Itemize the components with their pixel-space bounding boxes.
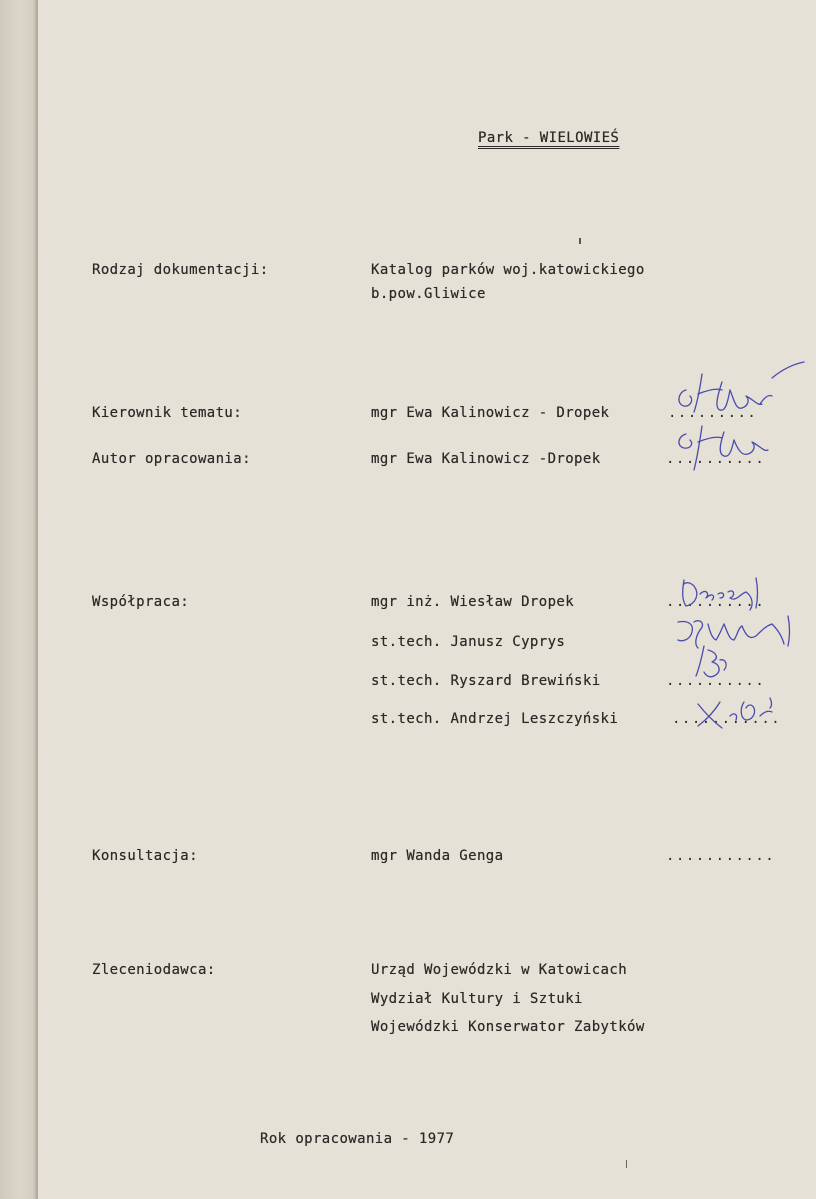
cooperation-label: Współpraca:: [92, 594, 190, 610]
cooperation-member-3-dots: ..........: [666, 673, 766, 689]
cooperation-member-4-name: st.tech. Andrzej Leszczyński: [371, 711, 619, 727]
author-signature: [664, 418, 794, 478]
cooperation-member-3-name: st.tech. Ryszard Brewiński: [371, 673, 601, 689]
documentation-type-label: Rodzaj dokumentacji:: [92, 262, 269, 278]
cooperation-member-1-dots: ..........: [666, 594, 766, 610]
document-title: Park - WIELOWIEŚ: [478, 130, 620, 146]
commissioner-line2: Wydział Kultury i Sztuki: [371, 991, 583, 1007]
project-lead-name: mgr Ewa Kalinowicz - Dropek: [371, 405, 610, 421]
commissioner-line1: Urząd Wojewódzki w Katowicach: [371, 962, 628, 978]
consultation-dots: ...........: [666, 848, 776, 864]
project-lead-signature: [664, 360, 814, 420]
project-lead-signature-dots: .........: [668, 405, 758, 421]
cooperation-member-4-dots: ...........: [672, 711, 782, 727]
documentation-type-value-line1: Katalog parków woj.katowickiego: [371, 262, 645, 278]
cooperation-member-4-signature: [690, 692, 790, 736]
binding-fold-line: [36, 0, 38, 1199]
paper-mark: [579, 238, 581, 244]
documentation-type-value-line2: b.pow.Gliwice: [371, 286, 486, 302]
cooperation-member-3-signature: [690, 642, 750, 682]
author-signature-dots: ..........: [666, 451, 766, 467]
commissioner-label: Zleceniodawca:: [92, 962, 216, 978]
paper-mark-bottom: [626, 1160, 627, 1168]
author-label: Autor opracowania:: [92, 451, 251, 467]
cooperation-member-2-name: st.tech. Janusz Cyprys: [371, 634, 566, 650]
cooperation-member-1-signature: [676, 574, 786, 614]
year-of-preparation: Rok opracowania - 1977: [260, 1131, 455, 1147]
cooperation-member-1-name: mgr inż. Wiesław Dropek: [371, 594, 575, 610]
consultation-name: mgr Wanda Genga: [371, 848, 504, 864]
page-binding-edge: [0, 0, 36, 1199]
project-lead-label: Kierownik tematu:: [92, 405, 243, 421]
author-name: mgr Ewa Kalinowicz -Dropek: [371, 451, 601, 467]
commissioner-line3: Wojewódzki Konserwator Zabytków: [371, 1019, 645, 1035]
consultation-label: Konsultacja:: [92, 848, 198, 864]
